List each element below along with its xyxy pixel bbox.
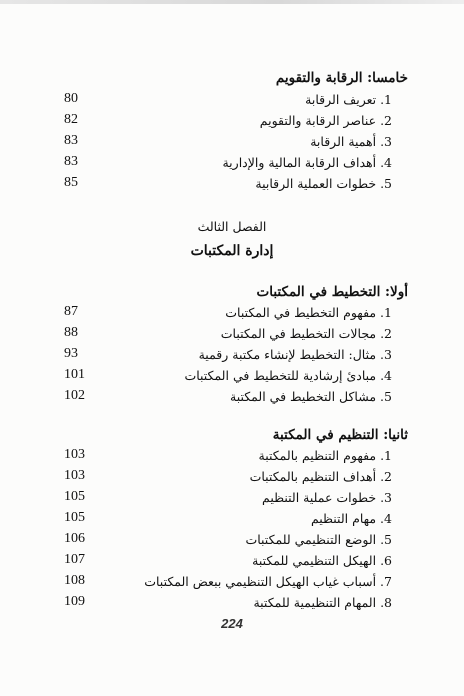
toc-entry-page: 106	[64, 531, 85, 546]
toc-entry-page: 103	[64, 447, 85, 462]
toc-entry	[48, 508, 420, 528]
section-heading-planning: أولا: التخطيط في المكتبات	[256, 284, 408, 300]
toc-entry-page: 108	[64, 573, 85, 588]
toc-entry-page: 102	[64, 388, 85, 403]
toc-entry-page: 85	[64, 175, 78, 190]
toc-entry-page: 105	[64, 489, 85, 504]
toc-entry-text: 1. مفهوم التخطيط في المكتبات	[225, 304, 392, 320]
toc-entry	[48, 571, 420, 591]
toc-entry	[48, 445, 420, 465]
toc-entry-page: 103	[64, 468, 85, 483]
page-number: 224	[221, 616, 243, 631]
toc-entry-text: 5. الوضع التنظيمي للمكتبات	[245, 531, 392, 547]
toc-entry-page: 101	[64, 367, 85, 382]
toc-entry-page: 80	[64, 91, 78, 106]
toc-entry-text: 2. عناصر الرقابة والتقويم	[259, 112, 392, 128]
toc-entry	[48, 592, 420, 612]
toc-entry-text: 3. خطوات عملية التنظيم	[262, 489, 392, 505]
toc-entry-text: 7. أسباب غياب الهيكل التنظيمي ببعض المكتبات	[144, 573, 392, 589]
toc-entry	[48, 550, 420, 570]
toc-entry-text: 3. أهمية الرقابة	[310, 133, 392, 149]
scan-edge	[0, 0, 464, 4]
toc-entry	[48, 323, 420, 343]
chapter-label: الفصل الثالث	[197, 219, 267, 234]
toc-entry-text: 4. مبادئ إرشادية للتخطيط في المكتبات	[184, 367, 392, 383]
section-heading-organizing: ثانيا: التنظيم في المكتبة	[272, 427, 408, 443]
toc-entry-page: 105	[64, 510, 85, 525]
toc-entry	[48, 386, 420, 406]
toc-entry	[48, 302, 420, 322]
toc-entry-text: 8. المهام التنظيمية للمكتبة	[253, 594, 392, 610]
toc-entry-text: 4. أهداف الرقابة المالية والإدارية	[222, 154, 392, 170]
toc-entry-text: 5. خطوات العملية الرقابية	[255, 175, 392, 191]
toc-entry	[48, 365, 420, 385]
toc-entry-text: 2. مجالات التخطيط في المكتبات	[220, 325, 392, 341]
toc-entry-text: 1. مفهوم التنظيم بالمكتبة	[258, 447, 392, 463]
toc-entry-page: 107	[64, 552, 85, 567]
toc-entry	[48, 466, 420, 486]
toc-entry-page: 93	[64, 346, 78, 361]
toc-entry	[48, 89, 420, 109]
toc-entry	[48, 173, 420, 193]
toc-entry	[48, 131, 420, 151]
toc-entry-text: 1. تعريف الرقابة	[305, 91, 392, 107]
toc-entry	[48, 110, 420, 130]
toc-entry-page: 83	[64, 154, 78, 169]
toc-entry-page: 87	[64, 304, 78, 319]
toc-entry-text: 5. مشاكل التخطيط في المكتبة	[230, 388, 392, 404]
toc-entry	[48, 344, 420, 364]
toc-entry-text: 4. مهام التنظيم	[310, 510, 392, 526]
toc-entry-page: 109	[64, 594, 85, 609]
toc-entry-page: 83	[64, 133, 78, 148]
toc-entry-text: 2. أهداف التنظيم بالمكتبات	[249, 468, 392, 484]
chapter-title: إدارة المكتبات	[190, 243, 274, 259]
toc-entry	[48, 487, 420, 507]
toc-entry-text: 3. مثال: التخطيط لإنشاء مكتبة رقمية	[198, 346, 392, 362]
toc-entry-text: 6. الهيكل التنظيمي للمكتبة	[252, 552, 392, 568]
toc-entry-page: 88	[64, 325, 78, 340]
toc-entry-page: 82	[64, 112, 78, 127]
section-heading-control: خامسا: الرقابة والتقويم	[275, 70, 408, 86]
toc-entry	[48, 152, 420, 172]
toc-entry	[48, 529, 420, 549]
